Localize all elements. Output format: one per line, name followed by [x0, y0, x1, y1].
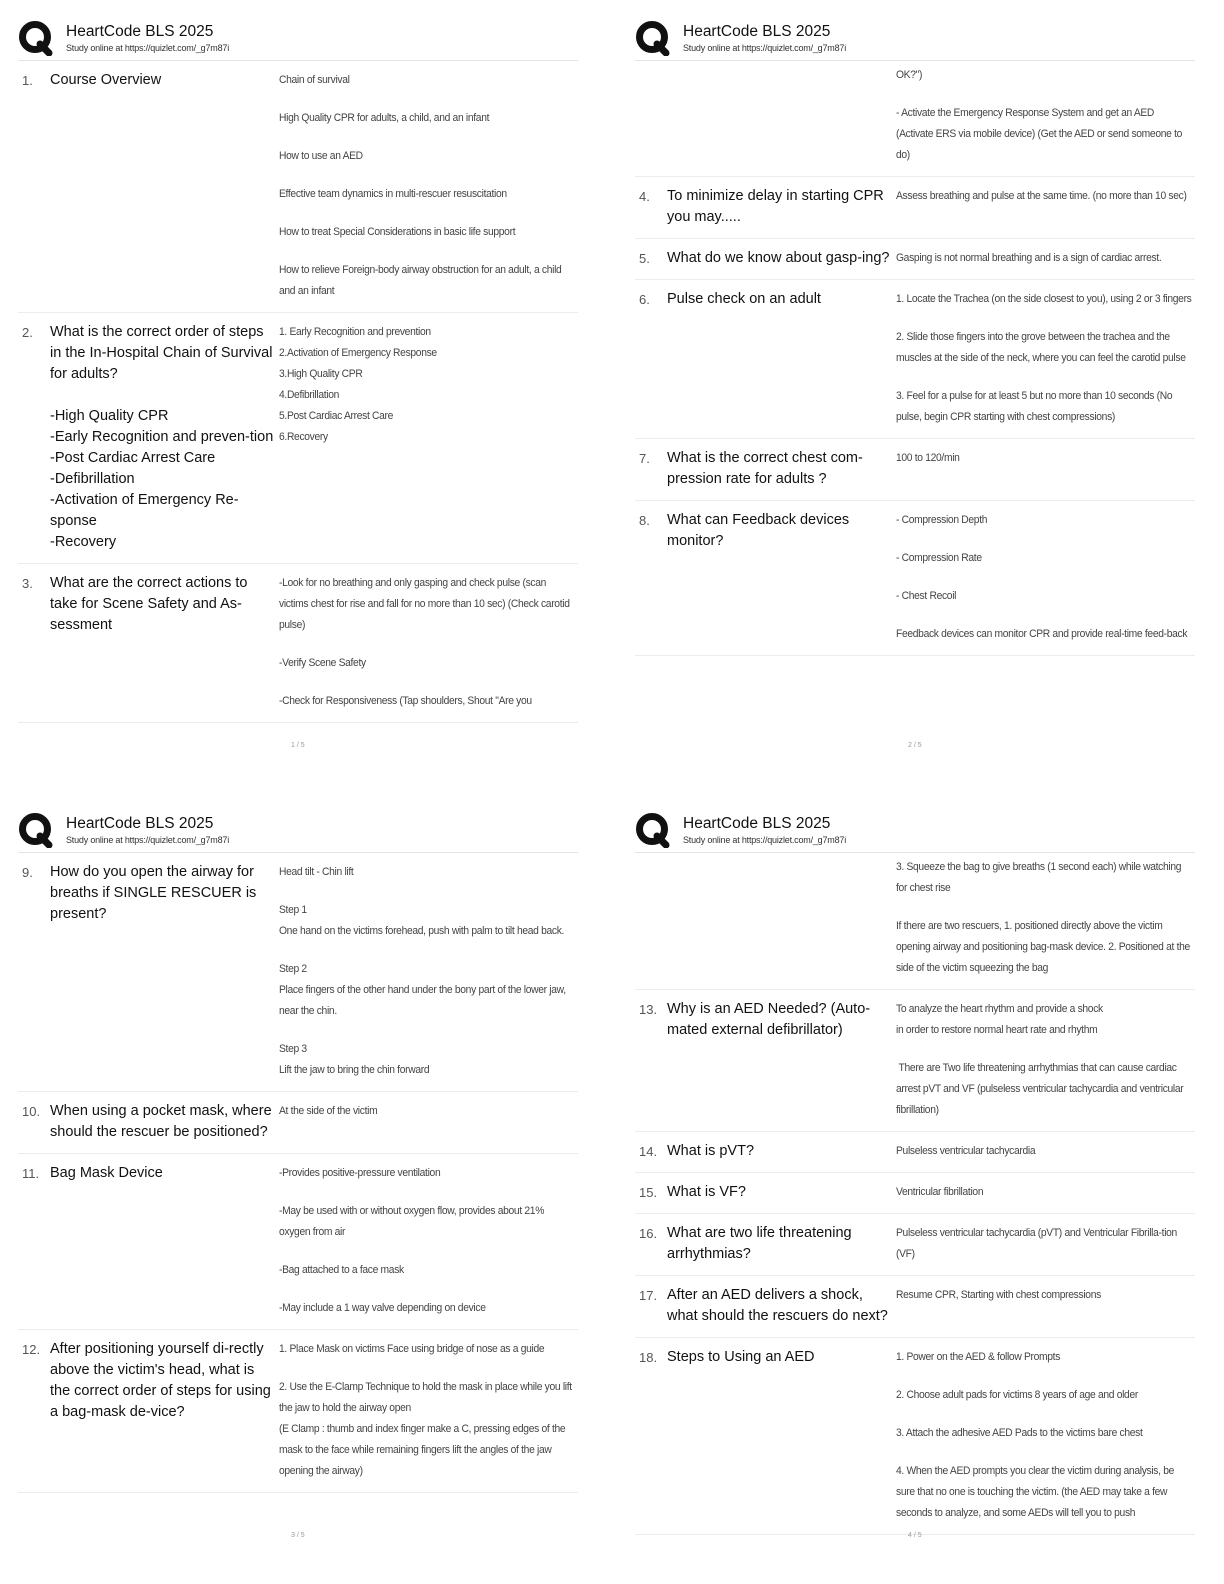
card-number: 12. [22, 1342, 41, 1357]
page-number: 3 / 5 [291, 1532, 305, 1539]
flashcard-row [635, 1214, 1195, 1276]
definition-paragraph: 3. Squeeze the bag to give breaths (1 second each) while watching for chest rise [896, 861, 1184, 894]
definition-paragraph: 4. When the AED prompts you clear the victim during analysis, be sure that no one is touching the victim. (the AED may take a few seconds to analyze, and some AEDs will tell you to push [896, 1465, 1177, 1519]
quizlet-logo-icon [635, 20, 671, 56]
flashcard-row [18, 1330, 578, 1493]
definition-paragraph: Pulseless ventricular tachycardia (pVT) and Ventricular Fibrilla-tion (VF) [896, 1227, 1180, 1260]
definition-paragraph: 1. Place Mask on victims Face using bridge of nose as a guide [279, 1343, 545, 1355]
card-number: 2. [22, 325, 33, 340]
flashcard-row [635, 61, 1195, 177]
card-definition [279, 573, 578, 712]
definition-paragraph: OK?") [896, 69, 923, 81]
flashcard-row [635, 501, 1195, 656]
page-number: 1 / 5 [291, 742, 305, 749]
brand-block [66, 812, 229, 846]
card-definition [279, 1101, 578, 1143]
definition-paragraph: Assess breathing and pulse at the same time. (no more than 10 sec) [896, 190, 1187, 202]
card-number: 16. [639, 1226, 658, 1241]
card-term: What do we know about gasp-ing? [667, 250, 890, 266]
definition-paragraph: -Provides positive-pressure ventilation [279, 1167, 441, 1179]
card-term: What can Feedback devices monitor? [667, 512, 854, 549]
card-definition [279, 1163, 578, 1319]
card-number: 5. [639, 251, 650, 266]
definition-paragraph: Gasping is not normal breathing and is a sign of cardiac arrest. [896, 252, 1162, 264]
definition-paragraph: 100 to 120/min [896, 452, 960, 464]
definition-paragraph: How to use an AED [279, 150, 363, 162]
card-number: 10. [22, 1104, 41, 1119]
quizlet-logo-icon [18, 20, 54, 56]
header-subtitle: Study online at https://quizlet.com/_g7m87i [66, 835, 229, 845]
header-subtitle: Study online at https://quizlet.com/_g7m87i [66, 43, 229, 53]
brand-block [66, 20, 229, 54]
card-definition [896, 448, 1195, 490]
card-term: Course Overview [50, 72, 162, 88]
page-2 [635, 20, 1195, 656]
flashcard-row [635, 1132, 1195, 1173]
card-term: To minimize delay in starting CPR you may..... [667, 188, 888, 225]
card-definition [896, 857, 1195, 979]
card-definition [279, 70, 578, 302]
definition-paragraph: Step 3 Lift the jaw to bring the chin forward [279, 1043, 430, 1076]
card-term: After positioning yourself di-rectly above the victim's head, what is the correct order of steps for using a bag-mask de-vice? [50, 1341, 275, 1420]
card-number: 7. [639, 451, 650, 466]
definition-paragraph: 2. Use the E-Clamp Technique to hold the mask in place while you lift the jaw to hold the airway open (E Clamp : thumb and index finger make a C, pressing edges of the mask to the face while remaining fingers lift the angles of the jaw opening the airway) [279, 1381, 572, 1477]
definition-paragraph: - Compression Rate [896, 552, 982, 564]
card-definition [896, 1347, 1195, 1524]
page-header [18, 20, 578, 61]
card-number: 11. [22, 1166, 40, 1181]
flashcard-row [635, 1173, 1195, 1214]
page-number: 2 / 5 [908, 742, 922, 749]
card-number: 18. [639, 1350, 658, 1365]
header-title: HeartCode BLS 2025 [683, 23, 831, 40]
page-number: 4 / 5 [908, 1532, 922, 1539]
card-number: 4. [639, 189, 650, 204]
header-subtitle: Study online at https://quizlet.com/_g7m87i [683, 43, 846, 53]
definition-paragraph: At the side of the victim [279, 1105, 378, 1117]
flashcard-row [18, 564, 578, 723]
card-definition [896, 1141, 1195, 1162]
card-term [667, 857, 896, 979]
card-number [635, 857, 667, 979]
card-definition [896, 1182, 1195, 1203]
page-header [635, 20, 1195, 61]
definition-paragraph: If there are two rescuers, 1. positioned directly above the victim opening airway and positioning bag-mask device. 2. Positioned at the side of the victim squeezing the bag [896, 920, 1193, 974]
definition-paragraph: 2. Slide those fingers into the grove between the trachea and the muscles at the side of the neck, where you can feel the carotid pulse [896, 331, 1186, 364]
page-1 [18, 20, 578, 723]
definition-paragraph: -Bag attached to a face mask [279, 1264, 404, 1276]
card-definition [896, 186, 1195, 228]
card-term: After an AED delivers a shock, what should the rescuers do next? [667, 1287, 888, 1324]
definition-paragraph: How to treat Special Considerations in basic life support [279, 226, 516, 238]
flashcard-row [635, 853, 1195, 990]
definition-paragraph: Head tilt - Chin lift [279, 866, 354, 878]
flashcard-row [18, 1092, 578, 1154]
definition-paragraph: 1. Power on the AED & follow Prompts [896, 1351, 1061, 1363]
flashcard-row [635, 177, 1195, 239]
page-header [635, 812, 1195, 853]
definition-paragraph: Resume CPR, Starting with chest compressions [896, 1289, 1101, 1301]
card-term: What are two life threatening arrhythmias? [667, 1225, 856, 1262]
page-3 [18, 812, 578, 1493]
card-definition [279, 322, 578, 553]
card-number: 1. [22, 73, 33, 88]
definition-paragraph: There are Two life threatening arrhythmias that can cause cardiac arrest pVT and VF (pulseless ventricular tachycardia and ventricular fibrillation) [896, 1062, 1186, 1116]
card-definition [896, 248, 1195, 269]
definition-paragraph: 1. Early Recognition and prevention 2.Activation of Emergency Response 3.High Quality CPR 4.Defibrillation 5.Post Cardiac Arrest Care 6.Recovery [279, 326, 437, 443]
card-number: 14. [639, 1144, 658, 1159]
definition-paragraph: -Look for no breathing and only gasping and check pulse (scan victims chest for rise and fall for no more than 10 sec) (Check carotid pulse) [279, 577, 573, 631]
card-definition [896, 289, 1195, 428]
card-term: When using a pocket mask, where should the rescuer be positioned? [50, 1103, 276, 1140]
definition-paragraph: 1. Locate the Trachea (on the side closest to you), using 2 or 3 fingers [896, 293, 1192, 305]
card-number: 8. [639, 513, 650, 528]
card-number: 6. [639, 292, 650, 307]
flashcard-row [635, 1276, 1195, 1338]
header-title: HeartCode BLS 2025 [683, 815, 831, 832]
card-number: 9. [22, 865, 33, 880]
definition-paragraph: Ventricular fibrillation [896, 1186, 984, 1198]
definition-paragraph: - Activate the Emergency Response System and get an AED (Activate ERS via mobile device) (Get the AED or send someone to do) [896, 107, 1185, 161]
card-definition [896, 1285, 1195, 1327]
page-4 [635, 812, 1195, 1535]
definition-paragraph: - Compression Depth [896, 514, 988, 526]
flashcard-row [18, 853, 578, 1092]
card-number: 13. [639, 1002, 658, 1017]
definition-paragraph: -May include a 1 way valve depending on device [279, 1302, 486, 1314]
card-definition [896, 65, 1195, 166]
card-term: Pulse check on an adult [667, 291, 821, 307]
flashcard-row [18, 1154, 578, 1330]
page-header [18, 812, 578, 853]
definition-paragraph: 2. Choose adult pads for victims 8 years of age and older [896, 1389, 1138, 1401]
definition-paragraph: To analyze the heart rhythm and provide a shock in order to restore normal heart rate and rhythm [896, 1003, 1103, 1036]
card-number: 15. [639, 1185, 658, 1200]
card-term: Bag Mask Device [50, 1165, 163, 1181]
definition-paragraph: Step 2 Place fingers of the other hand under the bony part of the lower jaw, near the chin. [279, 963, 566, 1017]
definition-paragraph: High Quality CPR for adults, a child, and an infant [279, 112, 490, 124]
brand-block [683, 20, 846, 54]
card-number [635, 65, 667, 166]
card-term: What is the correct order of steps in the In-Hospital Chain of Survival for adults? -High Quality CPR -Early Recognition and preven-tion -Post Cardiac Arrest Care -Defibrillation -Activation of Emergency Re-sponse -Recovery [50, 324, 274, 550]
definition-paragraph: Chain of survival [279, 74, 350, 86]
definition-paragraph: Effective team dynamics in multi-rescuer resuscitation [279, 188, 507, 200]
card-definition [896, 510, 1195, 645]
card-term: Why is an AED Needed? (Auto-mated external defibrillator) [667, 1001, 871, 1038]
brand-block [683, 812, 846, 846]
definition-paragraph: Pulseless ventricular tachycardia [896, 1145, 1036, 1157]
definition-paragraph: -May be used with or without oxygen flow, provides about 21% oxygen from air [279, 1205, 547, 1238]
card-term: What is VF? [667, 1184, 746, 1200]
flashcard-row [635, 1338, 1195, 1535]
card-term: Steps to Using an AED [667, 1349, 815, 1365]
definition-paragraph: - Chest Recoil [896, 590, 957, 602]
header-title: HeartCode BLS 2025 [66, 23, 214, 40]
definition-paragraph: Step 1 One hand on the victims forehead, push with palm to tilt head back. [279, 904, 565, 937]
flashcard-row [635, 439, 1195, 501]
card-term: What are the correct actions to take for Scene Safety and As-sessment [50, 575, 252, 633]
definition-paragraph: 3. Attach the adhesive AED Pads to the victims bare chest [896, 1427, 1143, 1439]
quizlet-logo-icon [635, 812, 671, 848]
card-term: What is pVT? [667, 1143, 755, 1159]
flashcard-row [18, 313, 578, 564]
flashcard-row [635, 239, 1195, 280]
definition-paragraph: -Verify Scene Safety [279, 657, 366, 669]
card-definition [279, 862, 578, 1081]
quizlet-logo-icon [18, 812, 54, 848]
flashcard-row [635, 990, 1195, 1132]
flashcard-row [635, 280, 1195, 439]
card-number: 3. [22, 576, 33, 591]
definition-paragraph: -Check for Responsiveness (Tap shoulders, Shout "Are you [279, 695, 532, 707]
card-term: How do you open the airway for breaths if SINGLE RESCUER is present? [50, 864, 261, 922]
card-term: What is the correct chest com-pression rate for adults ? [667, 450, 863, 487]
card-definition [279, 1339, 578, 1482]
header-subtitle: Study online at https://quizlet.com/_g7m87i [683, 835, 846, 845]
card-definition [896, 1223, 1195, 1265]
definition-paragraph: 3. Feel for a pulse for at least 5 but no more than 10 seconds (No pulse, begin CPR starting with chest compressions) [896, 390, 1175, 423]
definition-paragraph: Feedback devices can monitor CPR and provide real-time feed-back [896, 628, 1188, 640]
definition-paragraph: How to relieve Foreign-body airway obstruction for an adult, a child and an infant [279, 264, 565, 297]
flashcard-row [18, 61, 578, 313]
card-term [667, 65, 896, 166]
card-number: 17. [639, 1288, 658, 1303]
card-definition [896, 999, 1195, 1121]
header-title: HeartCode BLS 2025 [66, 815, 214, 832]
